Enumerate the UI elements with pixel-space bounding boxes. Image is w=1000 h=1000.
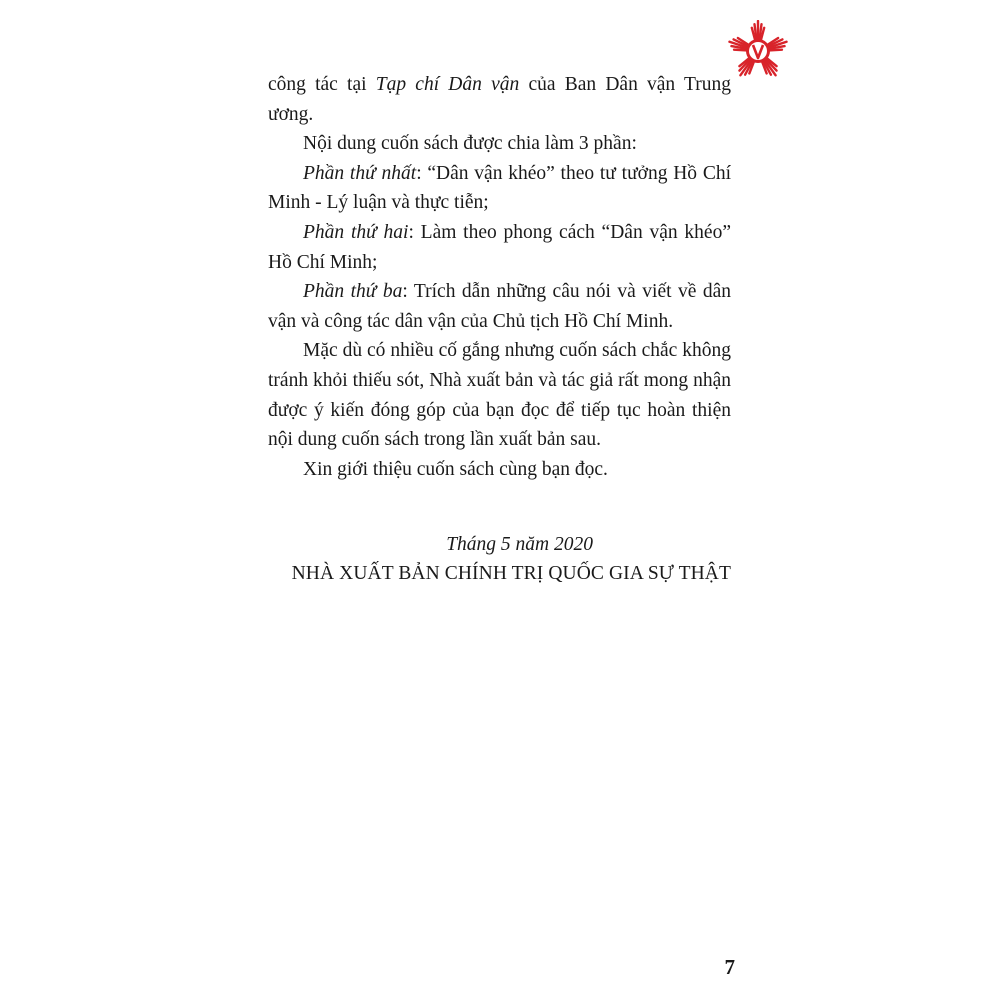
journal-title: Tạp chí Dân vận <box>375 74 520 95</box>
paragraph-1 <box>268 70 731 129</box>
signature-block <box>268 530 731 588</box>
paragraph-7 <box>268 455 731 485</box>
paragraph-6 <box>268 336 731 454</box>
paragraph-text: : Làm theo phong cách “Dân vận khéo” Hồ Chí Minh; <box>268 221 731 273</box>
publisher-star-logo-icon <box>726 20 790 82</box>
paragraph-text: Nội dung cuốn sách được chia làm 3 phần: <box>303 133 637 155</box>
paragraph-2 <box>268 129 731 159</box>
paragraph-text: Mặc dù có nhiều cố gắng nhưng cuốn sách chắc không tránh khỏi thiếu sót, Nhà xuất bản và tác giả rất mong nhận được ý kiến đóng góp của bạn đọc để tiếp tục hoàn thiện nội dung cuốn sách trong lần xuất bản sau. <box>268 340 731 451</box>
page-number: 7 <box>724 955 735 979</box>
signature-date: Tháng 5 năm 2020 <box>446 534 593 555</box>
signature-publisher: NHÀ XUẤT BẢN CHÍNH TRỊ QUỐC GIA SỰ THẬT <box>291 563 731 584</box>
paragraph-4 <box>268 218 731 277</box>
part-three-label: Phần thứ ba <box>303 281 403 303</box>
part-two-label: Phần thứ hai <box>303 221 409 243</box>
part-one-label: Phần thứ nhất <box>303 162 417 184</box>
body-text <box>268 70 731 484</box>
logo-ray <box>769 50 782 51</box>
paragraph-text: Xin giới thiệu cuốn sách cùng bạn đọc. <box>303 458 608 480</box>
paragraph-text: : Trích dẫn những câu nói và viết về dân vận và công tác dân vận của Chủ tịch Hồ Chí Minh. <box>268 281 732 332</box>
paragraph-text-tail: của Ban Dân vận Trung ương. <box>268 74 731 125</box>
paragraph-5 <box>268 277 731 336</box>
paragraph-text: : “Dân vận khéo” theo tư tưởng Hồ Chí Minh - Lý luận và thực tiễn; <box>268 162 732 214</box>
paragraph-3 <box>268 159 731 218</box>
paragraph-text: công tác tại <box>268 74 376 95</box>
